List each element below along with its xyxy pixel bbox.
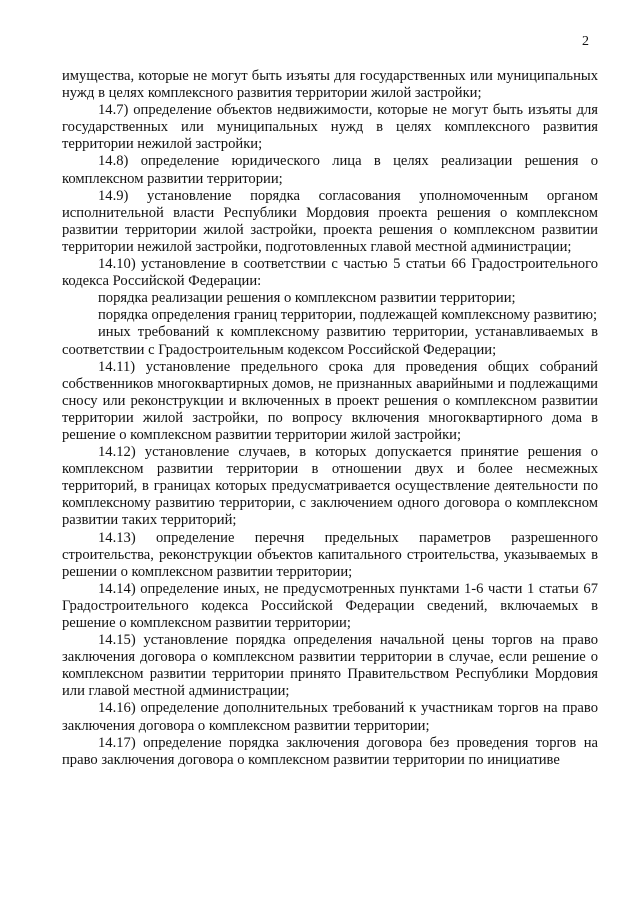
paragraph-14-10-item-2: порядка определения границ территории, подлежащей комплексному развитию; [98, 307, 598, 324]
paragraph-14-15: 14.15) установление порядка определения начальной цены торгов на право заключения договора о комплексном развитии территории в случае, если решение о комплексном развитии территории принято Правительством Республики Мордовия или главой местной администрации; [62, 632, 598, 700]
paragraph-14-8: 14.8) определение юридического лица в целях реализации решения о комплексном развитии территории; [62, 153, 598, 187]
paragraph-14-14: 14.14) определение иных, не предусмотренных пунктами 1-6 части 1 статьи 67 Градостроительного кодекса Российской Федерации сведений, включаемых в решение о комплексном развитии территории; [62, 580, 598, 631]
document-body [62, 68, 598, 769]
page-number: 2 [582, 34, 589, 49]
paragraph-14-11: 14.11) установление предельного срока для проведения общих собраний собственников многоквартирных домов, не признанных аварийными и подлежащими сносу или реконструкции и включенных в проект решения о комплексном развитии территории жилой застройки, по вопросу включения многоквартирного дома в решение о комплексном развитии территории жилой застройки; [62, 358, 598, 443]
paragraph-continuation: имущества, которые не могут быть изъяты для государственных или муниципальных нужд в целях комплексного развития территории жилой застройки; [62, 68, 598, 102]
paragraph-14-7: 14.7) определение объектов недвижимости, которые не могут быть изъяты для государственных или муниципальных нужд в целях комплексного развития территории нежилой застройки; [62, 102, 598, 153]
paragraph-14-9: 14.9) установление порядка согласования уполномоченным органом исполнительной власти Республики Мордовия проекта решения о комплексном развитии территории жилой застройки, проекта решения о комплексном развитии территории нежилой застройки, подготовленных главой местной администрации; [62, 187, 598, 255]
paragraph-14-10: 14.10) установление в соответствии с частью 5 статьи 66 Градостроительного кодекса Российской Федерации: [62, 256, 598, 290]
paragraph-14-13: 14.13) определение перечня предельных параметров разрешенного строительства, реконструкции объектов капитального строительства, указываемых в решении о комплексном развитии территории; [62, 529, 598, 580]
paragraph-14-16: 14.16) определение дополнительных требований к участникам торгов на право заключения договора о комплексном развитии территории; [62, 700, 598, 734]
paragraph-14-12: 14.12) установление случаев, в которых допускается принятие решения о комплексном развитии территории в отношении двух и более несмежных территорий, в границах которых предусматривается осуществление деятельности по комплексному развитию территории, с заключением одного договора о комплексном развитии таких территорий; [62, 444, 598, 529]
paragraph-14-17: 14.17) определение порядка заключения договора без проведения торгов на право заключения договора о комплексном развитии территории по инициативе [62, 734, 598, 768]
paragraph-14-10-item-3: иных требований к комплексному развитию территории, устанавливаемых в соответствии с Градостроительным кодексом Российской Федерации; [62, 324, 598, 358]
paragraph-14-10-item-1: порядка реализации решения о комплексном развитии территории; [98, 290, 516, 307]
